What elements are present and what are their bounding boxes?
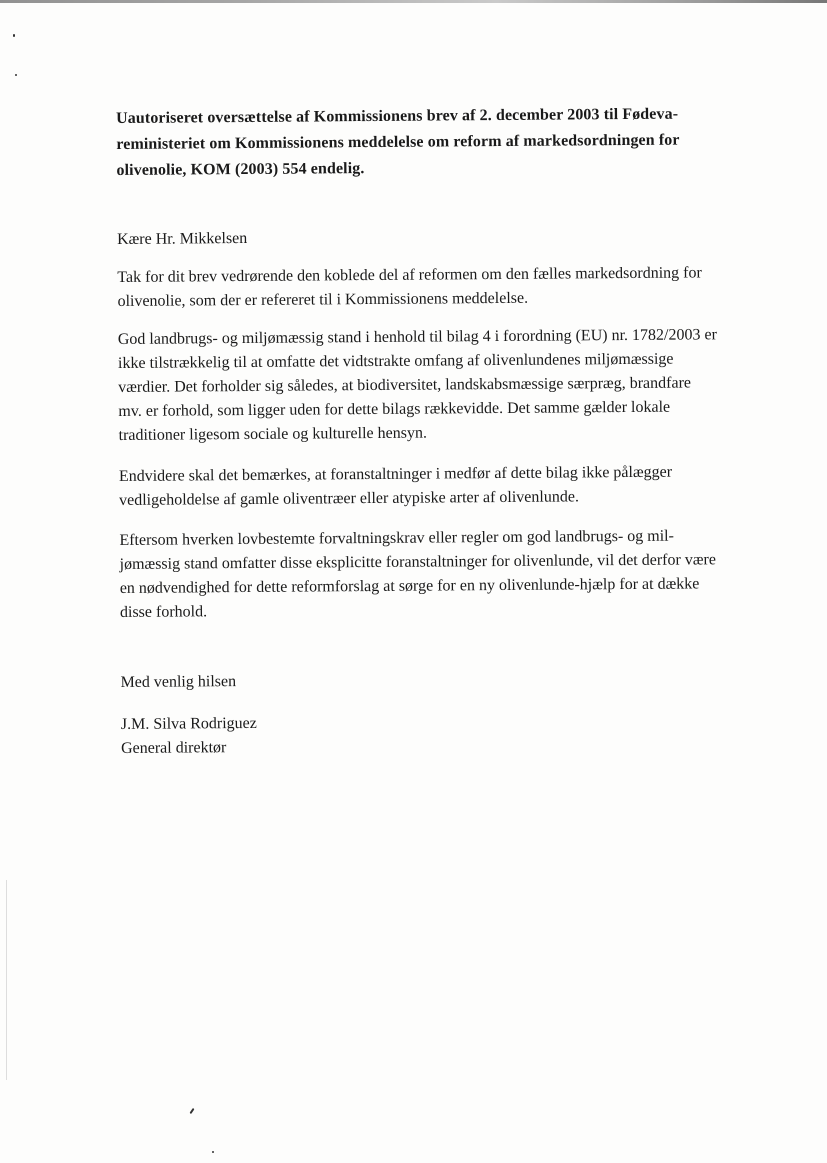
paragraph: Tak for dit brev vedrørende den koblede del af reformen om den fælles markedsordning for olivenolie, som der er refereret til i Kommissionens meddelelse. <box>117 264 702 310</box>
scan-speck <box>13 34 15 37</box>
scan-speck <box>15 74 17 76</box>
salutation: Kære Hr. Mikkelsen <box>116 229 248 248</box>
signer-title: General direktør <box>120 739 227 757</box>
letter-body <box>116 101 721 761</box>
closing: Med venlig hilsen <box>120 673 237 691</box>
scan-speck <box>189 1108 194 1114</box>
paragraph: Eftersom hverken lovbestemte forvaltningskrav eller regler om god landbrugs- og miljømæssig stand omfatter disse eksplicitte foranstaltninger for olivenlunde, vil det derfor være en nødvendighed for dette reformforslag at sørge for en ny olivenlunde-hjælp for at dække disse forhold. <box>119 527 716 621</box>
paragraph: Endvidere skal det bemærkes, at foranstaltninger i medfør af dette bilag ikke pålægger vedligeholdelse af gamle oliventræer eller atypiske arter af olivenlunde. <box>118 463 673 509</box>
signer-name: J.M. Silva Rodriguez <box>120 714 257 733</box>
scan-speck <box>212 1151 214 1153</box>
letter-heading: Uautoriseret oversættelse af Kommissionens brev af 2. december 2003 til Fødevareministeriet om Kommissionens meddelelse om reform af markedsordningen for olivenolie, KOM (2003) 554 endelig. <box>116 105 680 179</box>
paragraph: God landbrugs- og miljømæssig stand i henhold til bilag 4 i forordning (EU) nr. 1782/2003 er ikke tilstrækkelig til at omfatte det vidtstrakte omfang af olivenlundenes miljømæssige værdier. Det forholder sig således, at biodiversitet, landskabsmæssige særpræg, brandfare mv. er forhold, som ligger uden for dette bilags rækkevidde. Det samme gælder lokale traditioner ligesom sociale og kulturelle hensyn. <box>117 326 717 444</box>
scan-edge-line <box>6 880 7 1080</box>
scan-edge-shadow <box>0 0 827 3</box>
